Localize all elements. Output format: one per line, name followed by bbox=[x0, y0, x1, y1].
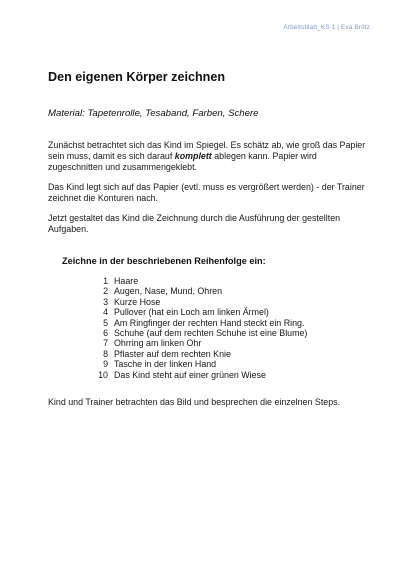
step-item bbox=[88, 297, 307, 307]
header-note: Arbeitsblatt_KS 1 | Eva Brötz bbox=[283, 24, 370, 31]
material-line: Material: Tapetenrolle, Tesaband, Farben, Schere bbox=[48, 108, 259, 119]
step-text: Pullover (hat ein Loch am linken Ärmel) bbox=[114, 307, 269, 318]
intro-paragraph bbox=[48, 140, 366, 174]
instruction-heading: Zeichne in der beschriebenen Reihenfolge ein: bbox=[62, 256, 266, 266]
step-text: Das Kind steht auf einer grünen Wiese bbox=[114, 369, 266, 380]
intro-text-after: ablegen kann. Papier wird zugeschnitten und zusammengeklebt. bbox=[48, 151, 317, 173]
intro-text-before: Zunächst betrachtet sich das Kind im Spiegel. Es schätz ab, wie groß das Papier sein muss, damit es sich darauf bbox=[48, 140, 366, 162]
step-number: 2 bbox=[103, 286, 108, 297]
step-item bbox=[88, 318, 307, 328]
step-item bbox=[88, 328, 307, 338]
tracing-paragraph: Das Kind legt sich auf das Papier (evtl. muss es vergrößert werden) - der Trainer zeichnet die Konturen nach. bbox=[48, 182, 365, 204]
step-number: 3 bbox=[103, 296, 108, 307]
step-list bbox=[88, 276, 307, 380]
step-number: 5 bbox=[103, 317, 108, 328]
page-title: Den eigenen Körper zeichnen bbox=[48, 70, 226, 84]
step-number: 4 bbox=[103, 307, 108, 318]
step-item bbox=[88, 359, 307, 369]
step-text: Pflaster auf dem rechten Knie bbox=[114, 348, 231, 359]
step-item bbox=[88, 307, 307, 317]
step-number: 6 bbox=[103, 328, 108, 339]
step-text: Kurze Hose bbox=[114, 296, 161, 307]
step-item bbox=[88, 370, 307, 380]
step-number: 8 bbox=[103, 348, 108, 359]
step-number: 1 bbox=[103, 276, 108, 286]
intro-emphasis: komplett bbox=[174, 151, 212, 162]
step-number: 7 bbox=[103, 338, 108, 349]
step-number: 9 bbox=[103, 359, 108, 370]
step-text: Haare bbox=[114, 276, 139, 286]
closing-paragraph: Kind und Trainer betrachten das Bild und besprechen die einzelnen Steps. bbox=[48, 397, 341, 407]
step-text: Am Ringfinger der rechten Hand steckt ein Ring. bbox=[114, 317, 305, 328]
step-item bbox=[88, 276, 307, 286]
step-text: Schuhe (auf dem rechten Schuhe ist eine Blume) bbox=[114, 328, 308, 339]
step-item bbox=[88, 349, 307, 359]
drawing-paragraph: Jetzt gestaltet das Kind die Zeichnung durch die Ausführung der gestellten Aufgaben. bbox=[48, 213, 341, 235]
step-item bbox=[88, 338, 307, 348]
step-text: Augen, Nase, Mund, Ohren bbox=[114, 286, 223, 297]
step-text: Tasche in der linken Hand bbox=[114, 359, 217, 370]
step-text: Ohrring am linken Ohr bbox=[114, 338, 202, 349]
step-item bbox=[88, 286, 307, 296]
step-number: 10 bbox=[98, 369, 108, 380]
